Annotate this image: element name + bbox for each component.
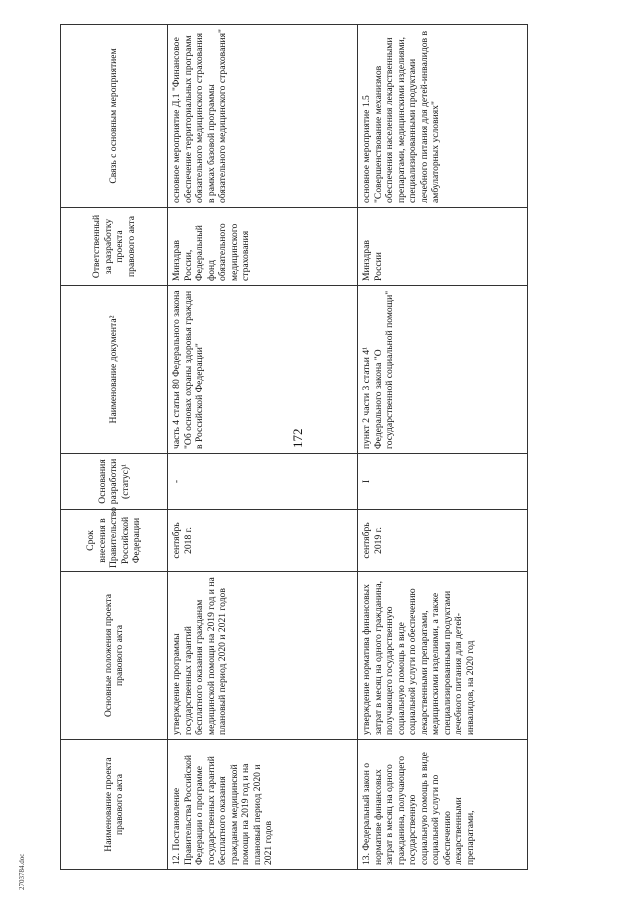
row-number: 13.	[361, 853, 372, 865]
row-provisions: утверждение программы государственных гарантий бесплатного оказания гражданам медицинской помощи на 2019 год и на плановый период 2020 и 2021 годов	[168, 572, 358, 740]
header-document: Наименование документа²	[61, 286, 168, 454]
row-responsible: Минздрав России	[358, 208, 528, 286]
row-basis: I	[358, 454, 528, 510]
row-name-cell	[358, 740, 528, 870]
rotated-table-container	[60, 25, 540, 870]
row-name-cell	[168, 740, 358, 870]
page-number: 172	[290, 428, 305, 448]
header-deadline: Срок внесения в Правительство Российской Федерации	[61, 510, 168, 572]
row-name: Федеральный закон о нормативе финансовых затрат в месяц на одного гражданина, получающего государственную социальную помощь в виде социальной услуги по обеспечению лекарственными препаратами,	[361, 752, 476, 865]
header-name: Наименование проекта правового акта	[61, 740, 168, 870]
table-row	[358, 25, 528, 870]
header-provisions: Основные положения проекта правового акта	[61, 572, 168, 740]
row-number: 12.	[171, 853, 182, 865]
table-header-row	[61, 25, 168, 870]
row-deadline: сентябрь 2019 г.	[358, 510, 528, 572]
row-deadline: сентябрь 2018 г.	[168, 510, 358, 572]
row-document: пункт 2 части 3 статьи 4¹ Федерального закона "О государственной социальной помощи"	[358, 286, 528, 454]
row-link: основное мероприятие Д.1 "Финансовое обеспечение территориальных программ обязательного медицинского страхования в рамках базовой программы обязательного медицинского страхования"	[168, 25, 358, 208]
header-responsible: Ответственный за разработку проекта правового акта	[61, 208, 168, 286]
footer-filename: 2703784.doc	[18, 853, 26, 890]
row-provisions: утверждение норматива финансовых затрат в месяц на одного гражданина, получающего государственную социальную помощь в виде социальной услуги по обеспечению лекарственными препаратами, медицинскими изделиями, а также специализированными продуктами лечебного питания для детей-инвалидов, на 2020 год	[358, 572, 528, 740]
table-row	[168, 25, 358, 870]
row-name: Постановление Правительства Российской Федерации о программе государственных гарантий бесплатного оказания гражданам медицинской помощи на 2019 год и на плановый период 2020 и 2021 годов	[171, 754, 274, 865]
row-document: часть 4 статьи 80 Федерального закона "Об основах охраны здоровья граждан в Российской Федерации"	[168, 286, 358, 454]
row-link: основное мероприятие 1.5 "Совершенствование механизмов обеспечения населения лекарственными препаратами, медицинскими изделиями, специализированными продуктами лечебного питания для детей-инвалидов в амбулаторных условиях"	[358, 25, 528, 208]
header-basis: Основания разработки (статус)¹	[61, 454, 168, 510]
row-basis: -	[168, 454, 358, 510]
row-responsible: Минздрав России, Федеральный фонд обязательного медицинского страхования	[168, 208, 358, 286]
plan-table	[60, 24, 528, 870]
header-link: Связь с основным мероприятием	[61, 25, 168, 208]
